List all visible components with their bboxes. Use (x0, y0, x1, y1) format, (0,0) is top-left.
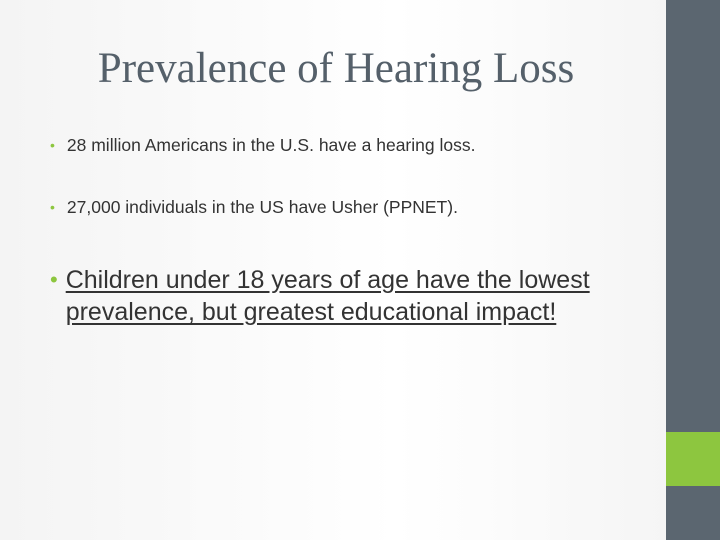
bullet-text-1: 28 million Americans in the U.S. have a hearing loss. (66, 135, 476, 155)
bullet-dot-icon: • (50, 267, 58, 292)
bullet-dot-icon: • (50, 137, 55, 153)
bullet-dot-icon: • (50, 199, 55, 215)
bullet-item-3 (50, 264, 610, 328)
slide-title: Prevalence of Hearing Loss (97, 45, 575, 92)
bullet-text-3: Children under 18 years of age have the lowest prevalence, but greatest educational impact! (65, 266, 590, 326)
bullet-item-2 (50, 196, 458, 218)
sidebar-accent-block (666, 432, 720, 486)
bullet-item-1 (50, 134, 475, 156)
bullet-text-2: 27,000 individuals in the US have Usher (PPNET). (66, 197, 458, 217)
